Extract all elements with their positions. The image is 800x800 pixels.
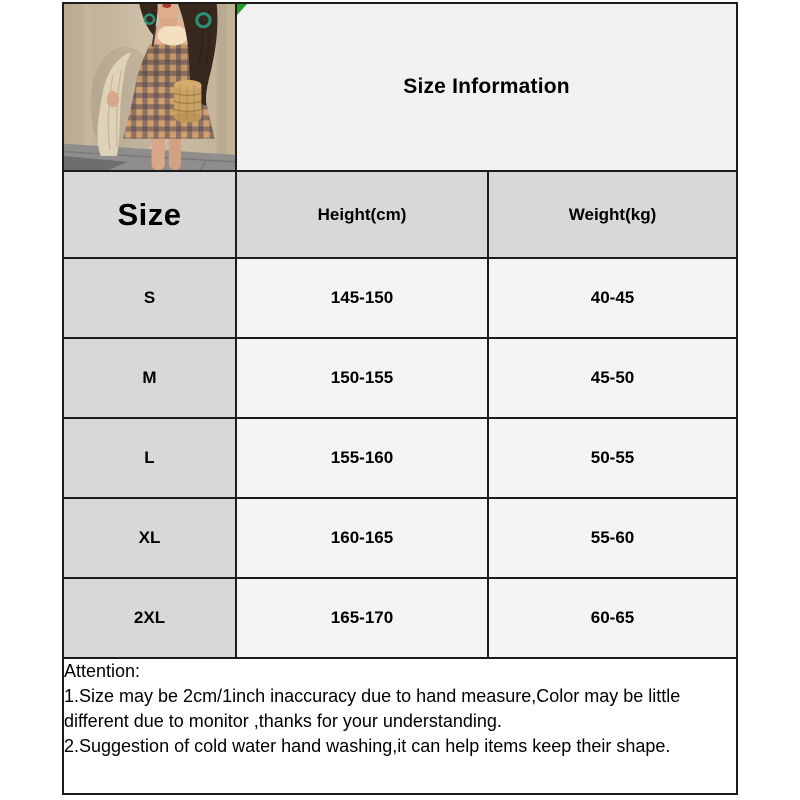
weight-value: 45-50	[488, 338, 737, 418]
weight-value: 55-60	[488, 498, 737, 578]
size-label: 2XL	[63, 578, 236, 658]
hand	[107, 91, 119, 107]
green-corner-marker	[237, 4, 247, 15]
size-label: L	[63, 418, 236, 498]
height-value: 150-155	[236, 338, 488, 418]
table-row-xl	[63, 498, 737, 578]
attention-item-2: 2.Suggestion of cold water hand washing,it can help items keep their shape.	[64, 736, 671, 756]
straw-bag	[174, 80, 201, 123]
top-row	[63, 3, 737, 171]
size-label: M	[63, 338, 236, 418]
attention-heading: Attention:	[64, 661, 141, 681]
table-row-2xl	[63, 578, 737, 658]
weight-value: 50-55	[488, 418, 737, 498]
page-title: Size Information	[403, 75, 570, 98]
attention-note	[63, 658, 737, 794]
attention-row	[63, 658, 737, 794]
weight-value: 40-45	[488, 258, 737, 338]
table-row-s	[63, 258, 737, 338]
weight-value: 60-65	[488, 578, 737, 658]
column-header-weight: Weight(kg)	[488, 171, 737, 258]
column-header-size: Size	[63, 171, 236, 258]
attention-item-1: 1.Size may be 2cm/1inch inaccuracy due to hand measure,Color may be little different due to monitor ,thanks for your understanding.	[64, 686, 681, 731]
size-label: XL	[63, 498, 236, 578]
table-header-row	[63, 171, 737, 258]
column-header-height: Height(cm)	[236, 171, 488, 258]
table-row-m	[63, 338, 737, 418]
product-photo	[64, 4, 235, 170]
height-value: 155-160	[236, 418, 488, 498]
size-information-sheet	[62, 2, 738, 795]
legs	[152, 134, 165, 170]
size-label: S	[63, 258, 236, 338]
title-cell	[236, 3, 737, 171]
product-photo-cell	[63, 3, 236, 171]
product-photo-illustration	[64, 4, 235, 170]
height-value: 145-150	[236, 258, 488, 338]
table-row-l	[63, 418, 737, 498]
height-value: 165-170	[236, 578, 488, 658]
height-value: 160-165	[236, 498, 488, 578]
size-table	[62, 2, 738, 795]
